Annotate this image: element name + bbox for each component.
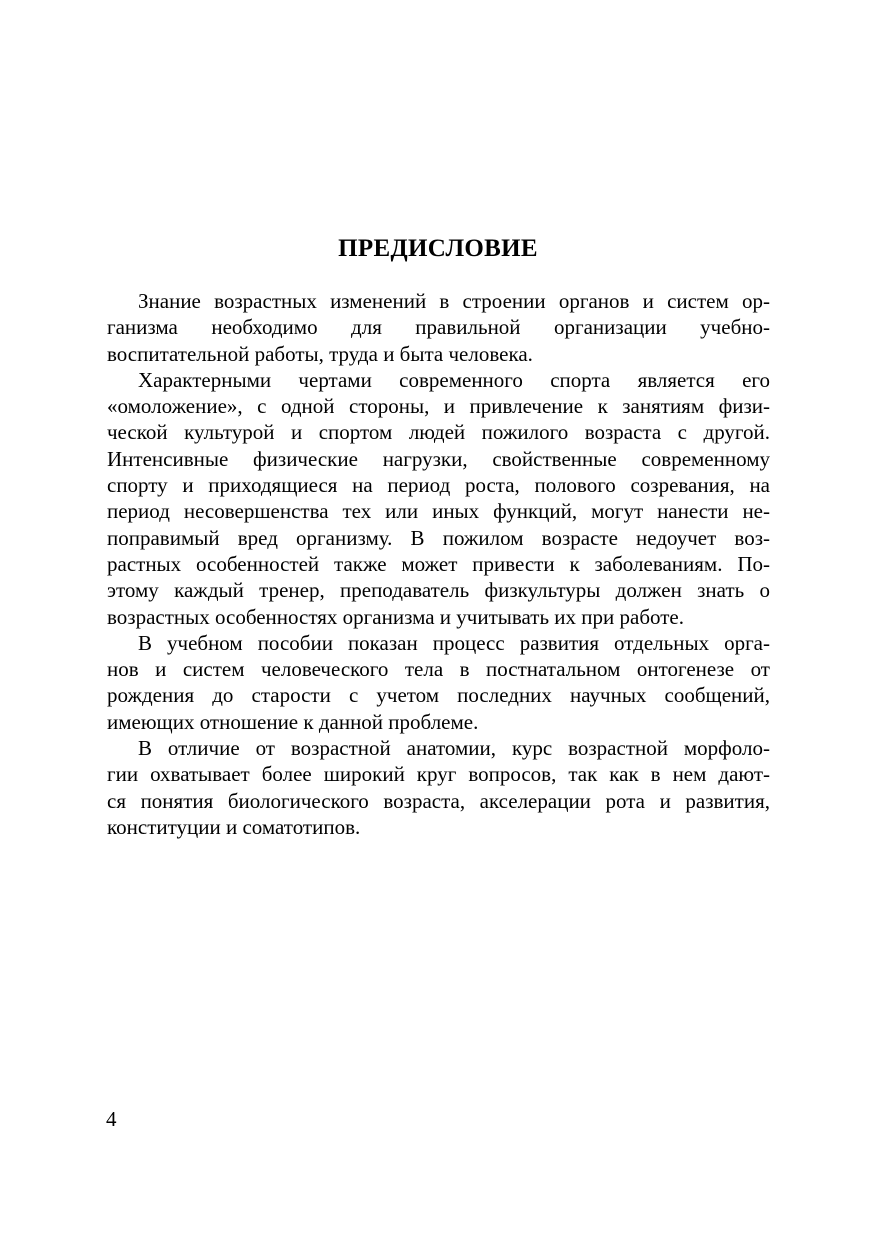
preface-body: [107, 288, 770, 840]
text-line: рождения до старости с учетом последних научных сообщений,: [107, 683, 770, 708]
text-line: гии охватывает более широкий круг вопросов, так как в нем дают-: [107, 762, 770, 787]
text-line: Характерными чертами современного спорта является его: [138, 367, 770, 392]
text-line: этому каждый тренер, преподаватель физкультуры должен знать о: [107, 578, 770, 603]
paragraph-1: [107, 288, 770, 367]
page-title: ПРЕДИСЛОВИЕ: [338, 235, 538, 262]
text-line: поправимый вред организму. В пожилом возрасте недоучет воз-: [107, 525, 770, 550]
text-line: ческой культурой и спортом людей пожилого возраста с другой.: [107, 420, 770, 445]
paragraph-3: [107, 630, 770, 735]
text-line: «омоложение», с одной стороны, и привлечение к занятиям физи-: [107, 394, 770, 419]
text-line: нов и систем человеческого тела в постнатальном онтогенезе от: [107, 657, 770, 682]
text-line: ганизма необходимо для правильной организации учебно-: [107, 315, 770, 340]
page-number: 4: [106, 1107, 117, 1131]
text-line: спорту и приходящиеся на период роста, полового созревания, на: [107, 473, 770, 498]
text-line: ся понятия биологического возраста, акселерации рота и развития,: [107, 788, 770, 813]
text-line: период несовершенства тех или иных функций, могут нанести не-: [107, 499, 770, 524]
text-line: возрастных особенностях организма и учитывать их при работе.: [107, 604, 684, 629]
text-line: конституции и соматотипов.: [107, 814, 361, 839]
text-line: имеющих отношение к данной проблеме.: [107, 709, 479, 734]
text-line: В учебном пособии показан процесс развития отдельных орга-: [138, 630, 770, 655]
text-line: В отличие от возрастной анатомии, курс возрастной морфоло-: [138, 736, 770, 761]
text-line: Интенсивные физические нагрузки, свойственные современному: [107, 446, 770, 471]
text-line: растных особенностей также может привести к заболеваниям. По-: [107, 551, 770, 576]
paragraph-2: [107, 367, 770, 630]
text-line: Знание возрастных изменений в строении органов и систем ор-: [138, 289, 770, 313]
text-line: воспитательной работы, труда и быта человека.: [107, 341, 533, 366]
paragraph-4: [107, 735, 770, 840]
